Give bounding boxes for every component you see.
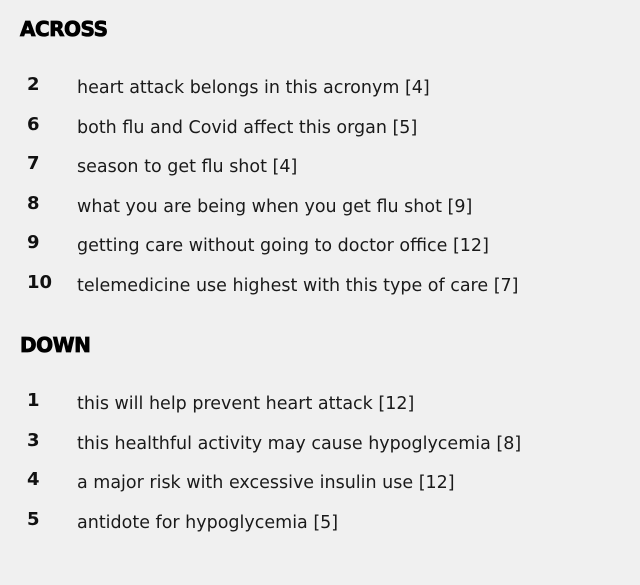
clue-number: 5	[27, 508, 40, 530]
across-clue-list	[0, 74, 640, 312]
clue-item	[0, 390, 640, 430]
clue-item	[0, 193, 640, 233]
down-clue-list	[0, 390, 640, 548]
clue-number: 6	[27, 113, 40, 135]
clue-text: getting care without going to doctor office [12]	[77, 236, 489, 257]
clue-text: antidote for hypoglycemia [5]	[77, 512, 339, 533]
clue-text: what you are being when you get flu shot [9]	[77, 196, 473, 217]
clue-text: season to get flu shot [4]	[77, 157, 298, 178]
clue-item	[0, 232, 640, 272]
clue-text: heart attack belongs in this acronym [4]	[77, 78, 430, 98]
clue-text: a major risk with excessive insulin use [12]	[77, 473, 455, 494]
clue-number: 4	[27, 469, 40, 491]
clue-text: telemedicine use highest with this type of care [7]	[77, 275, 519, 296]
across-heading: ACROSS	[20, 17, 108, 41]
clue-number: 9	[27, 232, 40, 254]
clue-number: 10	[27, 271, 53, 293]
clue-number: 2	[27, 74, 40, 95]
clue-item	[0, 153, 640, 193]
clue-number: 3	[27, 429, 40, 451]
clue-item	[0, 430, 640, 470]
clue-text: this will help prevent heart attack [12]	[77, 394, 415, 414]
clue-item	[0, 469, 640, 509]
clue-number: 7	[27, 153, 40, 175]
clue-text: this healthful activity may cause hypoglycemia [8]	[77, 433, 522, 454]
clue-item	[0, 272, 640, 312]
clue-number: 8	[27, 192, 40, 214]
clue-item	[0, 74, 640, 114]
clue-item	[0, 509, 640, 549]
clue-number: 1	[27, 390, 40, 411]
down-heading: DOWN	[20, 333, 91, 357]
clue-item	[0, 114, 640, 154]
clue-text: both flu and Covid affect this organ [5]	[77, 117, 418, 138]
